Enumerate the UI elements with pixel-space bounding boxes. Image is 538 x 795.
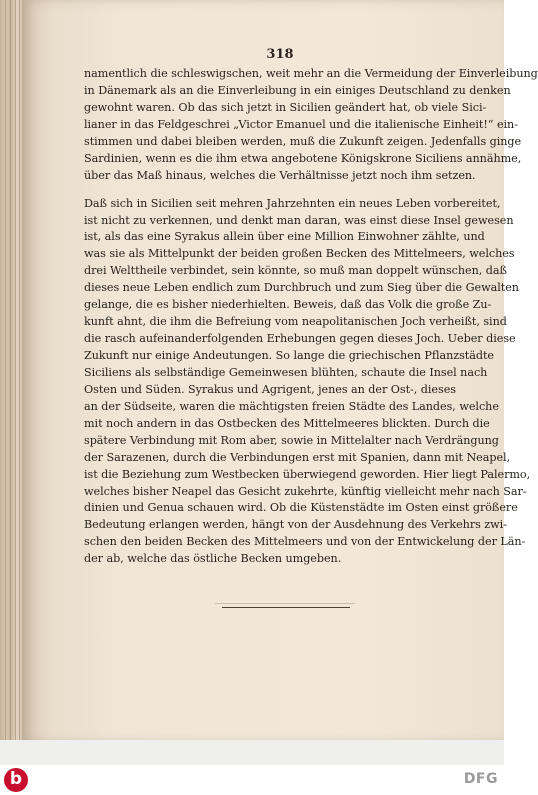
text-line: Bedeutung erlangen werden, hängt von der Ausdehnung des Verkehrs zwi- [84,518,507,532]
text-line: lianer in das Feldgeschrei „Victor Emanuel und die italienische Einheit!“ ein- [84,117,518,131]
text-line: ist die Beziehung zum Westbecken überwiegend geworden. Hier liegt Palermo, [84,467,531,481]
separator-rule-faint [215,603,355,604]
library-logo-icon[interactable]: b [4,768,28,792]
page-bottom-margin [0,740,504,765]
text-line: mit noch andern in das Ostbecken des Mittelmeeres blickten. Durch die [84,416,490,430]
text-line: Daß sich in Sicilien seit mehren Jahrzehnten ein neues Leben vorbereitet, [84,196,501,210]
separator-rule [222,607,350,608]
text-line: gewohnt waren. Ob das sich jetzt in Sicilien geändert hat, ob viele Sici- [84,100,487,114]
viewer-footer [0,765,504,795]
text-line: in Dänemark als an die Einverleibung in ein einiges Deutschland zu denken [84,83,511,97]
paragraph [84,66,538,185]
page-text [84,66,538,568]
text-line: ist, als das eine Syrakus allein über eine Million Einwohner zählte, und [84,230,485,244]
text-line: welches bisher Neapel das Gesicht zukehrte, künftig vielleicht mehr nach Sar- [84,484,527,498]
text-line: Siciliens als selbständige Gemeinwesen blühten, schaute die Insel nach [84,365,488,379]
text-line: namentlich die schleswigschen, weit mehr an die Vermeidung der Einverleibung [84,67,538,80]
text-line: gelange, die es bisher niederhielten. Beweis, daß das Volk die große Zu- [84,298,492,312]
text-line: der ab, welche das östliche Becken umgeben. [84,552,342,566]
text-line: stimmen und dabei bleiben werden, muß die Zukunft zeigen. Jedenfalls ginge [84,134,522,148]
text-line: Osten und Süden. Syrakus und Agrigent, jenes an der Ost-, dieses [84,382,456,396]
page-stack-edge [0,0,24,740]
text-line: ist nicht zu verkennen, und denkt man daran, was einst diese Insel gewesen [84,213,514,227]
text-line: Zukunft nur einige Andeutungen. So lange die griechischen Pflanzstädte [84,349,494,362]
text-line: über das Maß hinaus, welches die Verhältnisse jetzt noch ihm setzen. [84,168,476,182]
text-line: Sardinien, wenn es die ihm etwa angebotene Königskrone Siciliens annähme, [84,151,522,165]
text-line: der Sarazenen, durch die Verbindungen erst mit Spanien, dann mit Neapel, [84,450,511,464]
text-line: dieses neue Leben endlich zum Durchbruch und zum Sieg über die Gewalten [84,281,519,295]
text-line: dinien und Genua schauen wird. Ob die Küstenstädte im Osten einst größere [84,501,518,515]
page-number: 318 [266,47,294,62]
text-line: was sie als Mittelpunkt der beiden großen Becken des Mittelmeers, welches [84,247,515,261]
text-line: spätere Verbindung mit Rom aber, sowie in Mittelalter nach Verdrängung [84,433,499,447]
text-line: die rasch aufeinanderfolgenden Erhebungen gegen dieses Joch. Ueber diese [84,332,516,346]
text-line: drei Welttheile verbindet, sein könnte, so muß man doppelt wünschen, daß [84,264,507,278]
dfg-logo[interactable]: DFG [463,771,498,787]
paragraph [84,196,531,569]
text-line: an der Südseite, waren die mächtigsten freien Städte des Landes, welche [84,399,499,413]
text-line: schen den beiden Becken des Mittelmeers und von der Entwickelung der Län- [84,535,526,549]
text-line: kunft ahnt, die ihm die Befreiung vom neapolitanischen Joch verheißt, sind [84,315,507,329]
